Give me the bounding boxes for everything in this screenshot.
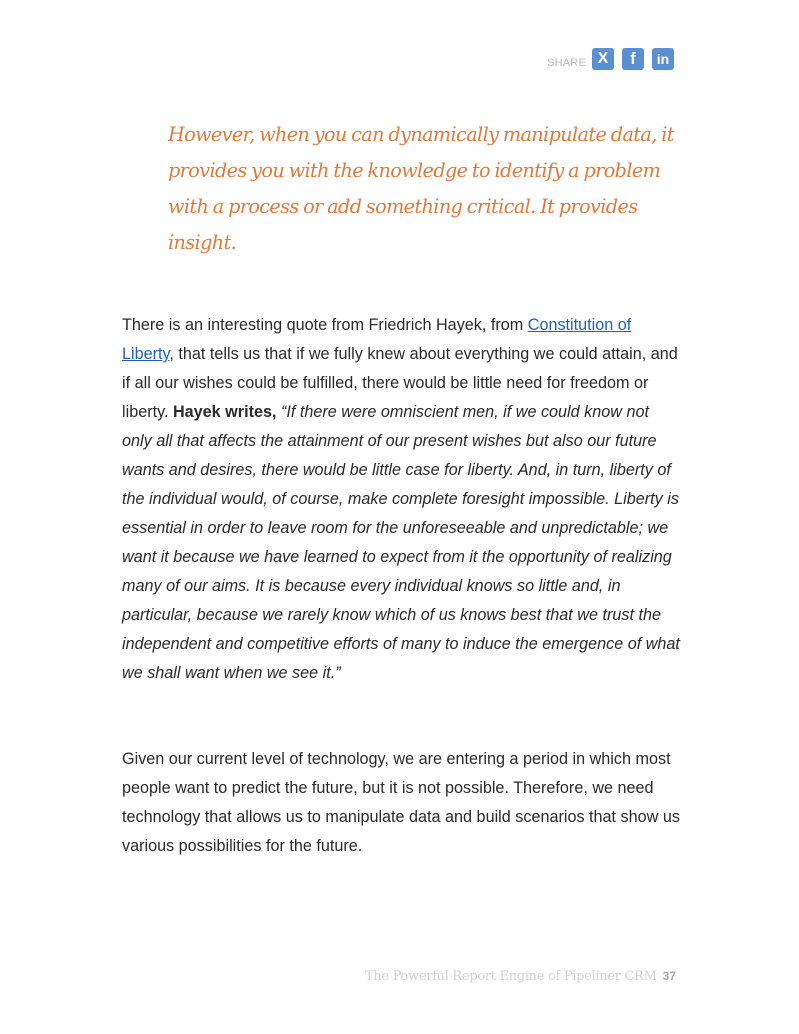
facebook-icon[interactable]: f xyxy=(622,48,644,70)
paragraph-after-link: , that tells us that if we fully knew about everything we could attain, and if all our wishes could be fulfilled, there would be little need for freedom or liberty. xyxy=(122,345,678,421)
share-label: SHARE xyxy=(547,57,586,69)
paragraph-hayek xyxy=(122,311,682,688)
pull-quote: However, when you can dynamically manipulate data, it provides you with the knowledge to identify a problem with a process or add something critical. It provides insight. xyxy=(168,123,674,254)
page-footer xyxy=(365,969,676,984)
share-bar xyxy=(547,48,674,70)
linkedin-icon[interactable]: in xyxy=(652,48,674,70)
x-twitter-icon[interactable]: X xyxy=(592,48,614,70)
paragraph-intro: There is an interesting quote from Friedrich Hayek, from xyxy=(122,316,528,334)
footer-title: The Powerful Report Engine of Pipeliner CRM xyxy=(364,969,657,984)
hayek-writes-label: Hayek writes, xyxy=(172,403,277,421)
hayek-quote: “If there were omniscient men, if we could know not only all that affects the attainment of our present wishes but also our future wants and desires, there would be little case for liberty. And, in turn, liberty of the individual would, of course, make complete foresight impossible. Liberty is essential in order to leave room for the unforeseeable and unpredictable; we want it because we have learned to expect from it the opportunity of realizing many of our aims. It is because every individual knows so little and, in particular, because we rarely know which of us knows best that we trust the independent and competitive efforts of many to induce the emergence of what we shall want when we see it.” xyxy=(122,403,680,682)
constitution-of-liberty-link[interactable]: Constitution of Liberty xyxy=(122,316,632,363)
page-number: 37 xyxy=(662,969,676,983)
paragraph-technology: Given our current level of technology, we are entering a period in which most people want to predict the future, but it is not possible. Therefore, we need technology that allows us to manipulate data and build scenarios that show us various possibilities for the future. xyxy=(122,750,680,855)
